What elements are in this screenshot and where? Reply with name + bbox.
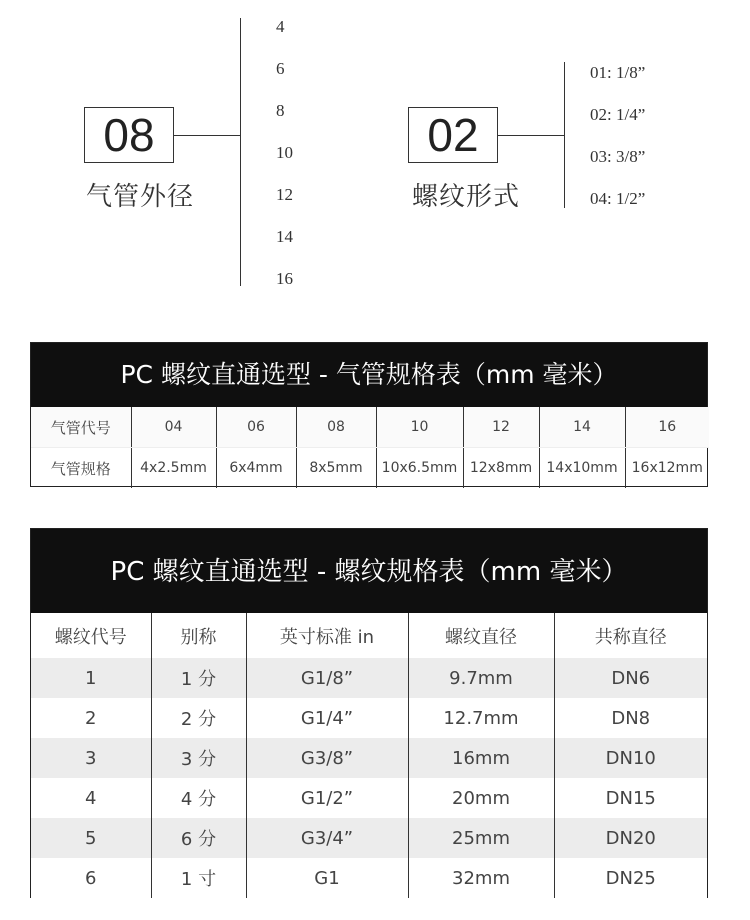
row-header: 气管代号 [31,407,131,448]
tube-code-cell: 08 [296,407,376,448]
tube-spec-cell: 4x2.5mm [131,448,216,489]
tube-option: 8 [276,101,285,120]
nominal-diameter-cell: DN10 [554,738,707,778]
thread-option: 03: 3/8” [590,147,646,166]
alias-cell: 1 寸 [151,858,246,898]
tube-option: 12 [276,185,293,204]
tube-code-cell: 06 [216,407,296,448]
tube-spec-cell: 6x4mm [216,448,296,489]
alias-cell: 6 分 [151,818,246,858]
column-header: 共称直径 [554,613,707,658]
tube-option: 10 [276,143,293,162]
tube-option: 14 [276,227,293,246]
column-header: 螺纹直径 [408,613,554,658]
column-header: 别称 [151,613,246,658]
thread-code-box [408,107,498,163]
inch-standard-cell: G1/2” [246,778,408,818]
thread-code-cell: 3 [31,738,151,778]
tube-options-bracket [240,18,241,286]
thread-table-header-row [31,613,707,658]
tube-code-label: 气管外径 [86,182,195,212]
tube-spec-table-title: PC 螺纹直通选型 - 气管规格表（mm 毫米） [31,343,707,407]
tube-spec-cell: 14x10mm [539,448,625,489]
thread-diameter-cell: 16mm [408,738,554,778]
thread-code-cell: 6 [31,858,151,898]
table-row [31,858,707,898]
tube-spec-row [31,448,709,489]
thread-diameter-cell: 20mm [408,778,554,818]
nominal-diameter-cell: DN6 [554,658,707,698]
inch-standard-cell: G3/8” [246,738,408,778]
inch-standard-cell: G1/4” [246,698,408,738]
tube-spec-grid [31,407,709,488]
alias-cell: 4 分 [151,778,246,818]
tube-option: 6 [276,59,285,78]
tube-code-row [31,407,709,448]
thread-spec-grid [31,613,707,898]
table-row [31,698,707,738]
tube-code-box [84,107,174,163]
thread-code-cell: 4 [31,778,151,818]
table-row [31,818,707,858]
tube-code: 08 [103,109,155,161]
column-header: 螺纹代号 [31,613,151,658]
tube-code-cell: 14 [539,407,625,448]
tube-option: 4 [276,17,285,36]
inch-standard-cell: G1/8” [246,658,408,698]
tube-spec-cell: 12x8mm [463,448,539,489]
tube-code-cell: 10 [376,407,463,448]
thread-code-cell: 1 [31,658,151,698]
inch-standard-cell: G1 [246,858,408,898]
row-header: 气管规格 [31,448,131,489]
tube-code-cell: 12 [463,407,539,448]
table-row [31,778,707,818]
nominal-diameter-cell: DN15 [554,778,707,818]
tube-option: 16 [276,269,293,288]
thread-diameter-cell: 25mm [408,818,554,858]
inch-standard-cell: G3/4” [246,818,408,858]
table-row [31,658,707,698]
thread-connector-line [498,135,564,136]
nominal-diameter-cell: DN20 [554,818,707,858]
alias-cell: 1 分 [151,658,246,698]
thread-spec-table-title: PC 螺纹直通选型 - 螺纹规格表（mm 毫米） [31,529,707,613]
tube-connector-line [174,135,240,136]
alias-cell: 2 分 [151,698,246,738]
thread-diameter-cell: 9.7mm [408,658,554,698]
thread-code: 02 [427,109,479,161]
tube-spec-cell: 16x12mm [631,460,703,476]
tube-spec-cell: 8x5mm [296,448,376,489]
thread-options-bracket [564,62,565,208]
thread-option: 02: 1/4” [590,105,646,124]
thread-code-cell: 5 [31,818,151,858]
nominal-diameter-cell: DN8 [554,698,707,738]
thread-diameter-cell: 12.7mm [408,698,554,738]
column-header: 英寸标准 in [246,613,408,658]
thread-spec-table [30,528,708,898]
thread-diameter-cell: 32mm [408,858,554,898]
tube-spec-table [30,342,708,487]
alias-cell: 3 分 [151,738,246,778]
thread-code-label: 螺纹形式 [412,182,521,212]
table-row [31,738,707,778]
nominal-diameter-cell: DN25 [554,858,707,898]
thread-option: 01: 1/8” [590,63,646,82]
thread-option: 04: 1/2” [590,189,646,208]
tube-code-cell: 16 [625,407,709,448]
tube-code-cell: 04 [131,407,216,448]
tube-spec-cell: 10x6.5mm [376,448,463,489]
thread-code-cell: 2 [31,698,151,738]
